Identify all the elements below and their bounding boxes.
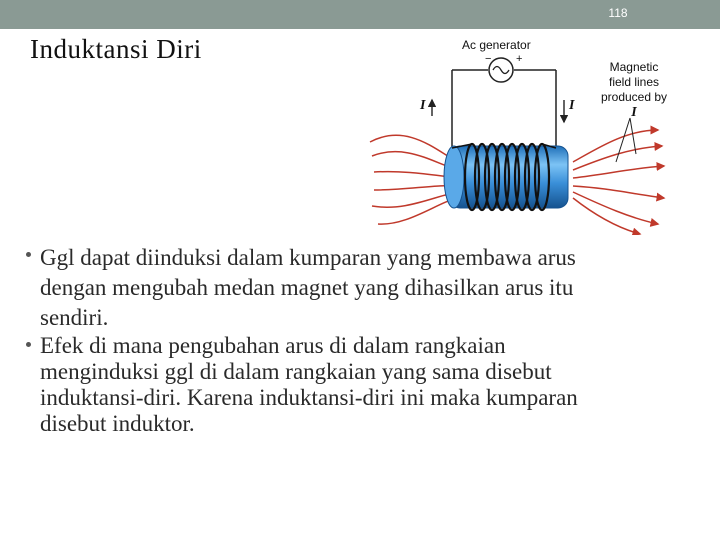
bullet-item: Ggl dapat diinduksi dalam kumparan yang membawa arus dengan mengubah medan magnet yang dihasilkan arus itu sendiri.: [24, 243, 704, 333]
top-bar: [0, 0, 720, 29]
ac-generator-icon: [489, 58, 513, 82]
field-lines-label: Magnetic field lines produced by I: [600, 60, 668, 120]
terminal-minus: −: [485, 53, 492, 65]
label-pointer: [616, 118, 636, 162]
bullet-dot: [26, 252, 31, 257]
current-label-left: I: [420, 98, 426, 113]
solenoid: [444, 144, 568, 210]
inductor-figure: [368, 30, 668, 235]
bullet-dot: [26, 342, 31, 347]
page-number: 118: [608, 6, 628, 20]
current-label-right: I: [569, 98, 575, 113]
generator-label: Ac generator: [462, 38, 531, 52]
bullet-list: [24, 243, 704, 437]
terminal-plus: +: [516, 53, 523, 65]
bullet-item: Efek di mana pengubahan arus di dalam rangkaian menginduksi ggl di dalam rangkaian yang sama disebut induktansi-diri. Karena induktansi-diri ini maka kumparan disebut induktor.: [24, 333, 704, 437]
slide-title: Induktansi Diri: [30, 34, 202, 64]
